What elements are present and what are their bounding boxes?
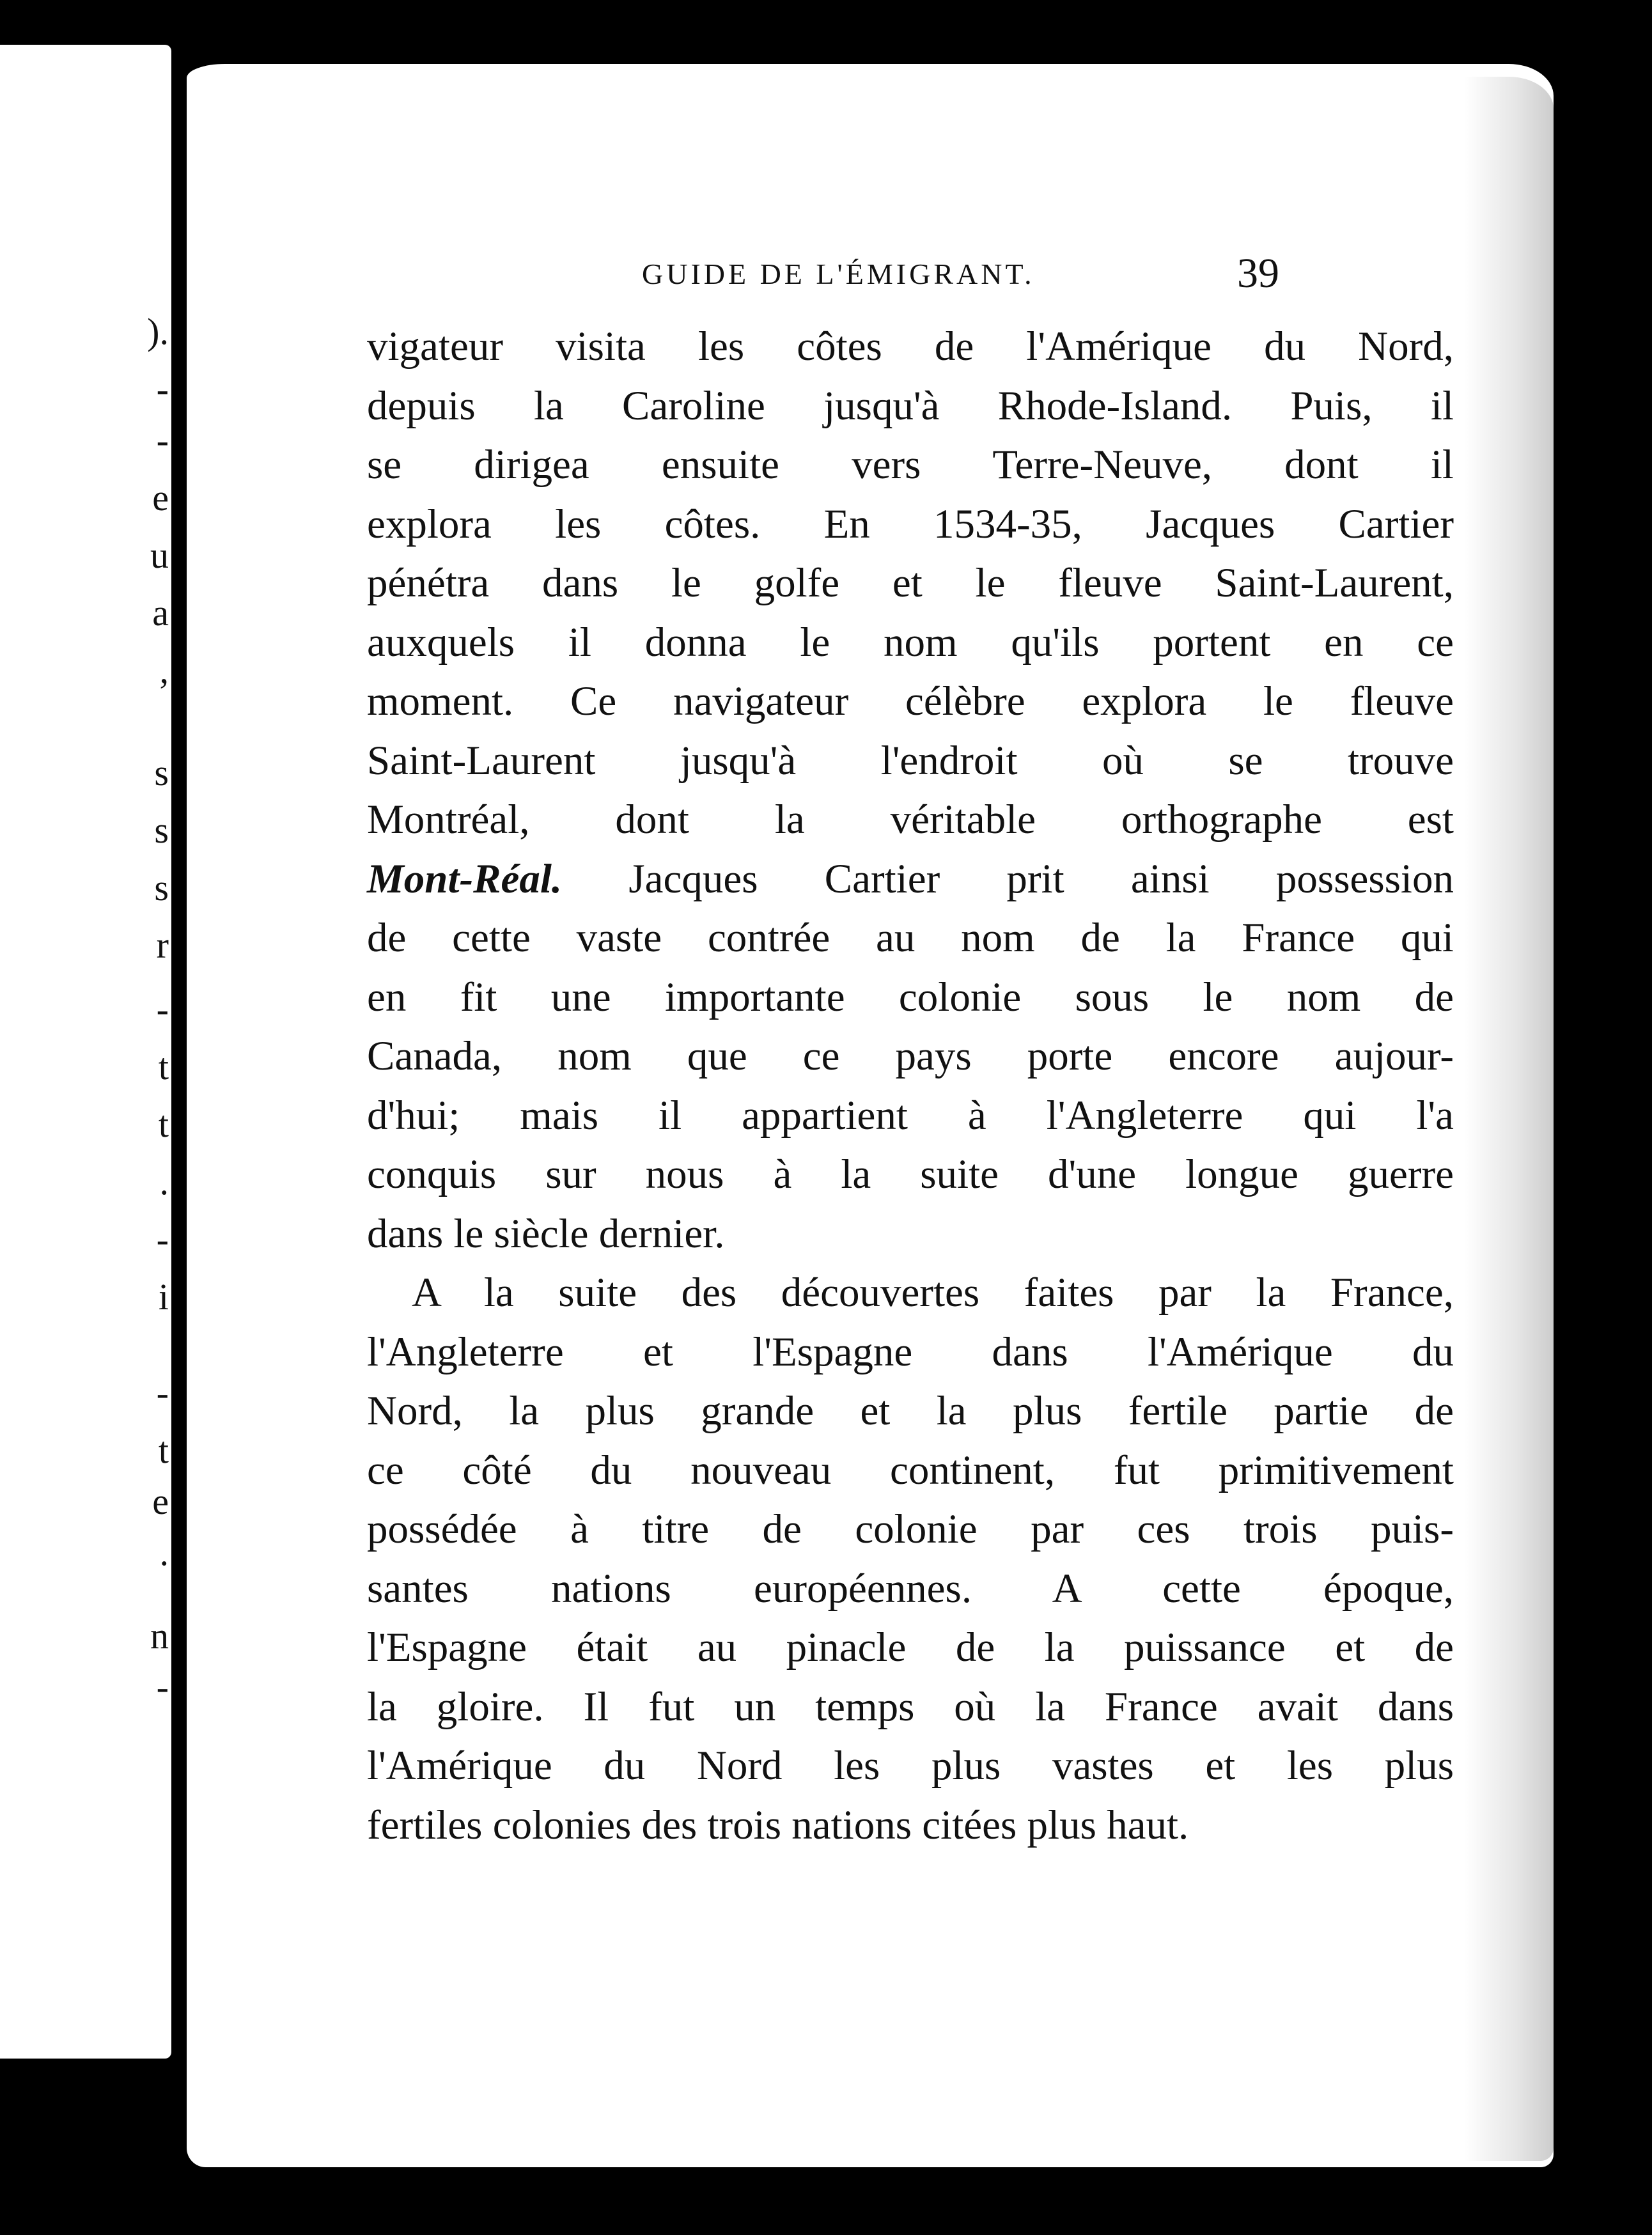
text-line: auxquels il donna le nom qu'ils portent en ce [367,619,1454,666]
body-text [367,317,1454,1855]
facing-page-edge [0,45,171,2059]
facing-page-character: u [150,534,169,576]
facing-page-character: t [158,1046,169,1087]
facing-page-character: e [152,477,169,518]
facing-page-character: t [158,1429,169,1471]
text-line: l'Amérique du Nord les plus vastes et les plus [367,1743,1454,1789]
text-line-with-italic [367,850,1454,909]
facing-page-character: - [156,1666,169,1708]
text-line: possédée à titre de colonie par ces trois puis- [367,1506,1454,1552]
text-line: pénétra dans le golfe et le fleuve Saint-Laurent, [367,560,1454,606]
text-line: dans le siècle dernier. [367,1210,725,1257]
running-title: GUIDE DE L'ÉMIGRANT. [642,258,1035,290]
facing-page-character: e [152,1481,169,1522]
text-line: explora les côtes. En 1534-35, Jacques Cartier [367,501,1454,547]
text-line: de cette vaste contrée au nom de la France qui [367,915,1454,961]
text-line: d'hui; mais il appartient à l'Angleterre qui l'a [367,1092,1454,1139]
facing-page-character: ). [147,311,169,352]
running-head [187,249,1554,300]
facing-page-character: a [152,592,169,634]
text-line: vigateur visita les côtes de l'Amérique du Nord, [367,323,1454,370]
facing-page-character: . [159,1161,169,1203]
text-line: Saint-Laurent jusqu'à l'endroit où se trouve [367,737,1454,784]
text-line: fertiles colonies des trois nations citées plus haut. [367,1802,1189,1848]
text-line: la gloire. Il fut un temps où la France avait dans [367,1683,1454,1730]
facing-page-character: - [156,368,169,410]
text-line: conquis sur nous à la suite d'une longue guerre [367,1151,1454,1197]
facing-page-character: s [154,867,169,908]
text-line: se dirigea ensuite vers Terre-Neuve, dont il [367,442,1454,488]
facing-page-character: . [159,1532,169,1573]
text-line: depuis la Caroline jusqu'à Rhode-Island. Puis, il [367,382,1454,429]
text-line: l'Angleterre et l'Espagne dans l'Amérique du [367,1328,1454,1375]
facing-page-character: - [156,419,169,461]
text-line: l'Espagne était au pinacle de la puissance et de [367,1624,1454,1670]
italic-place-name: Mont-Réal. [367,855,563,902]
text-line: ce côté du nouveau continent, fut primitivement [367,1447,1454,1493]
facing-page-character: n [150,1615,169,1656]
facing-page-character: - [156,1372,169,1413]
facing-page-character: i [158,1276,169,1318]
page-number: 39 [1237,250,1279,297]
facing-page-character: t [158,1103,169,1145]
text-line: moment. Ce navigateur célèbre explora le fleuve [367,678,1454,724]
facing-page-character: - [156,1219,169,1260]
facing-page-character: s [154,809,169,851]
text-line: Nord, la plus grande et la plus fertile partie de [367,1388,1454,1434]
facing-page-character: , [159,650,169,691]
text-line: Montréal, dont la véritable orthographe est [367,797,1454,843]
text-line: Canada, nom que ce pays porte encore aujour- [367,1033,1454,1079]
book-page [187,64,1554,2167]
facing-page-character: - [156,988,169,1030]
facing-page-character: r [156,924,169,966]
text-line: en fit une importante colonie sous le nom de [367,974,1454,1020]
text-line-remainder: Jacques Cartier prit ainsi possession [562,855,1454,902]
text-line: A la suite des découvertes faites par la France, [412,1270,1454,1316]
text-line: santes nations européennes. A cette époque, [367,1565,1454,1612]
facing-page-character: s [154,752,169,793]
